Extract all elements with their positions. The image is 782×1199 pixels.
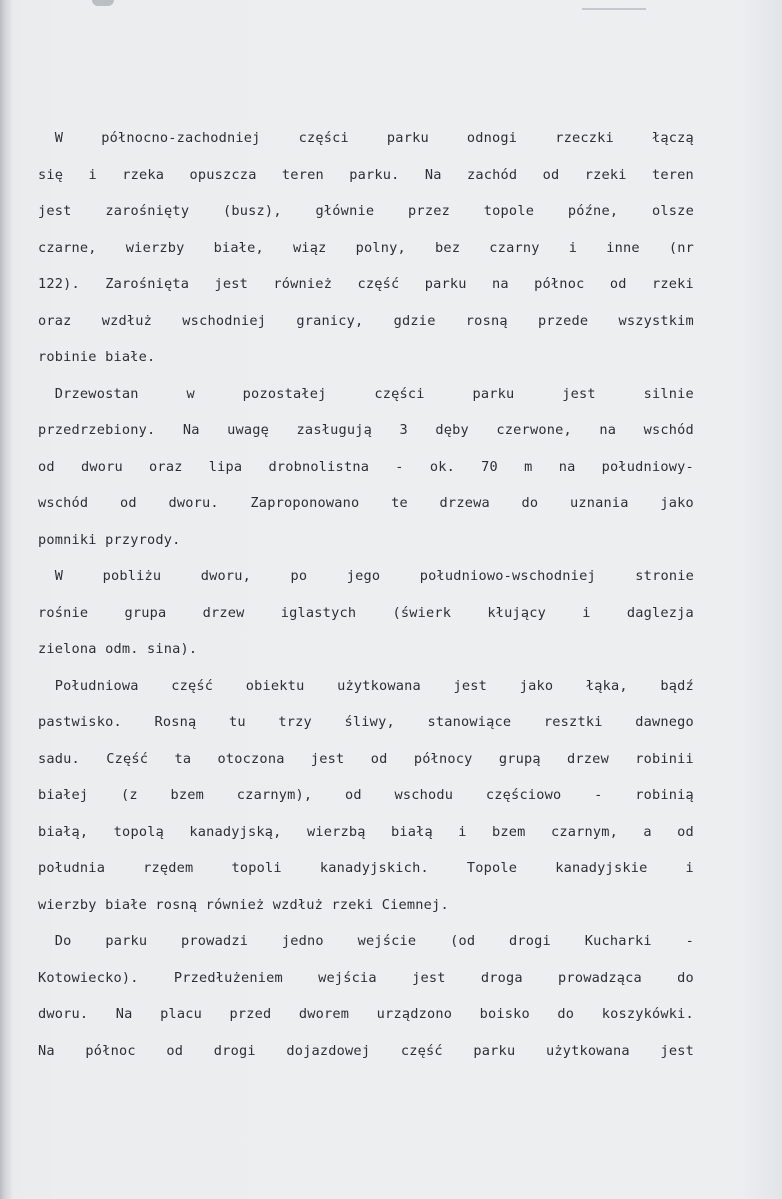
text-line [38,850,694,887]
word: uwagę [227,422,270,438]
word: na [599,422,617,438]
word: czarne, [38,239,97,256]
word: i [458,823,467,840]
word: część [357,276,400,292]
word: - [685,933,694,949]
word: do [677,969,694,986]
paragraph [38,668,694,924]
word: - [594,787,603,803]
word: gdzie [393,312,436,329]
word: kanadyjskich. [319,860,429,876]
word: 70 [481,458,498,475]
word: kanadyjskie [555,860,648,876]
word: Południowa [38,677,139,694]
word: m [524,458,533,475]
word: daglezja [626,604,694,621]
word: iglastych [280,604,357,621]
word: prowadząca [558,969,642,986]
word: te [391,495,408,511]
word: obiektu [245,677,305,694]
word: białe, [213,239,264,256]
word: łąka, [585,677,628,694]
text-line [38,412,694,449]
word: grupą [498,750,541,767]
word: (nr [668,239,694,256]
text-line [38,266,694,303]
word: otoczona [217,750,285,767]
text-line [38,996,694,1033]
word: pobliżu [102,568,162,584]
word: przede [537,312,589,329]
word: tu [228,714,246,730]
word: rosną [465,312,508,329]
word: dojazdowej [286,1042,371,1059]
word: Na [182,422,200,438]
word: zachód [466,166,518,183]
text-line [38,1033,694,1070]
text-line [38,485,694,522]
text-line [38,157,694,194]
word: od [609,276,627,292]
word: Topole [466,860,518,876]
word: (świerk [392,604,452,621]
word: sadu. [38,750,80,767]
word: od [370,750,388,767]
word: parku [386,130,429,146]
word: Przedłużeniem [173,969,283,986]
text-line: pomniki przyrody. [38,531,181,548]
word: robinii [635,750,694,767]
word: jest [453,677,488,694]
word: parku [105,933,148,949]
word: na [558,458,576,475]
word: południa [38,860,106,876]
text-line [38,595,694,632]
word: północno-zachodniej [101,130,261,146]
word: białą, [38,823,89,840]
word: 3 [399,422,408,438]
word: drogi [213,1042,256,1059]
word: wschód [643,422,694,438]
word: północ [85,1042,136,1059]
word: od [119,495,137,511]
word: i [685,860,694,876]
word: polny, [355,239,406,256]
word: topoli [231,860,282,876]
word: dworu. [38,1006,89,1022]
word: Część [106,750,149,767]
word: W [38,130,64,146]
word: jest [412,969,446,986]
word: pozostałej [242,385,327,402]
word: wiąz [293,239,327,256]
text-line [38,558,694,595]
word: topolą [113,823,164,840]
text-line [38,923,694,960]
word: czarnym, [550,823,619,840]
binding-edge [0,0,12,1199]
word: się [38,166,64,183]
word: śliwy, [344,714,395,730]
word: drzew [567,750,609,767]
word: prowadzi [181,933,249,949]
word: - [395,458,404,475]
paragraph [38,376,694,559]
word: bzem [170,787,205,803]
word: stronie [635,568,694,584]
word: od [344,787,362,803]
text-line [38,230,694,267]
word: Kotowiecko). [38,969,139,986]
word: kłujący [487,604,547,621]
word: topole [483,203,535,219]
word: od [38,458,55,475]
word: dawnego [635,714,694,730]
word: resztki [543,714,603,730]
word: rośnie [38,604,89,621]
text-line [38,303,694,340]
word: części [374,385,425,402]
word: wzdłuż [101,312,153,329]
word: również [273,276,333,292]
text-line [38,376,694,413]
word: rzeka [122,166,165,183]
word: oraz [149,458,183,475]
word: wejście [357,933,417,949]
word: (od [450,933,476,949]
word: rzędem [143,860,194,876]
word: rzeki [651,276,694,292]
word: oraz [38,312,72,329]
text-line [38,449,694,486]
word: czarnym), [236,787,313,803]
word: odnogi [466,130,518,146]
word: po [290,568,308,584]
word: wierzbą [306,823,366,840]
word: jako [519,677,554,694]
word: dworu, [200,568,252,584]
word: i [582,604,591,621]
word: olsze [652,203,694,219]
word: koszykówki. [601,1006,694,1022]
text-line [38,668,694,705]
word: późne, [567,203,619,219]
word: jest [310,750,345,767]
word: urządzono [376,1006,453,1022]
word: przed [229,1006,272,1022]
word: parku [424,276,467,292]
word: Drzewostan [38,385,139,402]
word: południowy- [601,458,694,475]
word: drzewa [439,495,490,511]
word: białą [391,823,433,840]
word: boisko [479,1006,530,1022]
word: parku [473,1042,516,1059]
word: od [166,1042,184,1059]
text-line [38,960,694,997]
word: bądź [660,677,694,694]
word: północ [534,276,585,292]
word: Rosną [154,714,197,730]
word: pastwisko. [38,714,122,730]
word: wejścia [318,969,377,986]
word: 122). [38,276,80,292]
word: czarny [489,239,540,256]
word: drogi [509,933,551,949]
word: parku. [349,166,400,183]
word: W [38,568,64,584]
text-line: zielona odm. sina). [38,641,198,657]
paragraph [38,923,694,1069]
word: jest [38,203,72,219]
word: inne [606,239,640,256]
word: łączą [652,130,694,146]
word: przedrzebiony. [38,422,156,438]
word: Na [424,166,442,183]
paragraph [38,120,694,376]
word: stanowiące [427,714,512,730]
word: dworem [298,1006,350,1022]
text-line: wierzby białe rosną również wzdłuż rzeki Ciemnej. [38,896,449,913]
word: bez [435,239,461,256]
word: ta [174,750,192,767]
word: użytkowana [545,1042,630,1059]
word: do [521,495,539,511]
word: na [492,276,509,292]
word: rzeki [584,166,627,183]
word: droga [480,969,523,986]
word: w [186,385,195,402]
word: użytkowana [337,677,421,694]
word: wierzby [125,239,185,256]
word: trzy [278,714,312,730]
text-line [38,777,694,814]
word: dworu. [168,495,219,511]
word: opuszcza [189,166,257,183]
word: od [677,823,694,840]
text-line [38,704,694,741]
word: białej [38,787,89,803]
text-line [38,814,694,851]
word: przez [408,203,450,219]
word: częściowo [485,787,562,803]
word: ok. [429,458,455,475]
word: bzem [492,823,526,840]
word: jego [346,568,381,584]
word: dworu [80,458,123,475]
word: grupa [124,604,167,621]
word: Zarośnięta [105,276,190,292]
word: od [542,166,560,183]
word: czerwone, [496,422,572,438]
word: granicy, [296,312,364,329]
word: wszystkim [618,312,694,329]
text-line: robinie białe. [38,349,156,365]
word: zasługują [296,422,373,438]
word: jako [660,495,694,511]
word: (busz), [223,203,282,219]
word: część [400,1042,443,1059]
word: rzeczki [555,130,614,146]
word: robinią [635,787,694,803]
word: Do [38,933,72,949]
word: drobnolistna [268,458,370,475]
paper-mark [582,8,646,10]
word: do [557,1006,575,1022]
paragraph [38,558,694,668]
word: uznania [569,495,629,511]
word: a [643,823,652,840]
word: zarośnięty [105,203,190,219]
word: silnie [643,385,694,402]
text-line [38,741,694,778]
word: jest [562,385,596,402]
word: południowo-wschodniej [419,568,596,584]
word: (z [121,787,138,803]
word: dęby [435,422,469,438]
word: Kucharki [584,933,652,949]
word: jest [214,276,249,292]
word: placu [160,1006,202,1022]
word: parku [472,385,515,402]
word: północy [413,750,473,767]
word: i [568,239,578,256]
word: Na [115,1006,133,1022]
paper-mark [92,0,114,6]
text-line [38,120,694,157]
word: kanadyjską, [189,823,282,840]
word: drzew [202,604,245,621]
word: teren [281,166,324,183]
word: Zaproponowano [250,495,360,511]
body-text [38,120,694,1069]
word: lipa [208,458,243,475]
word: wschodu [394,787,454,803]
word: głównie [315,203,375,219]
word: jest [660,1042,694,1059]
word: jedno [281,933,324,949]
word: część [171,677,214,694]
word: Na [38,1042,55,1059]
word: wschodniej [182,312,267,329]
text-line [38,193,694,230]
word: i [88,166,97,183]
word: teren [652,166,694,183]
word: wschód [38,495,89,511]
word: części [298,130,349,146]
